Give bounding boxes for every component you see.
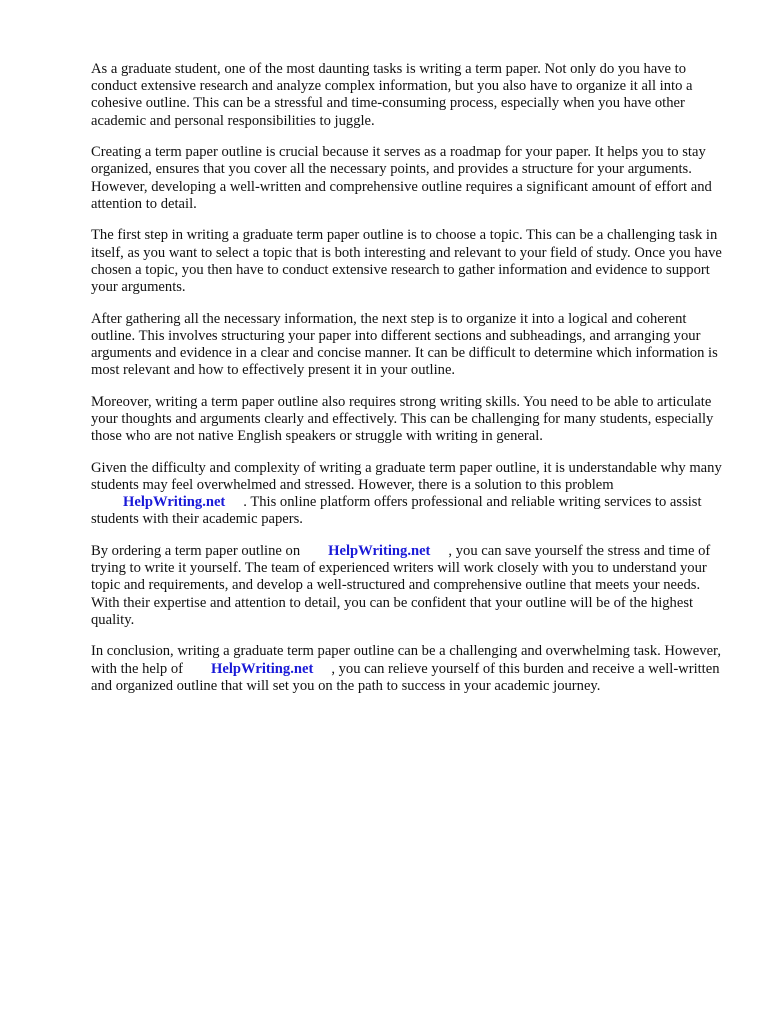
paragraph-writing-skills: Moreover, writing a term paper outline also requires strong writing skills. You need to be able to articulate your thoughts and arguments clearly and effectively. This can be challenging for many students, especially those who are not native English speakers or struggle with writing in general. [91,393,714,445]
document-page [91,61,723,709]
paragraph-intro: As a graduate student, one of the most daunting tasks is writing a term paper. Not only do you have to conduct extensive research and analyze complex information, but you also have to organize it all into a cohesive outline. This can be a stressful and time-consuming process, especially when you have other academic and personal responsibilities to juggle. [91,61,693,129]
paragraph-ordering [91,543,723,629]
paragraph-first-step: The first step in writing a graduate term paper outline is to choose a topic. This can be a challenging task in itself, as you want to select a topic that is both interesting and relevant to your field of study. Once you have chosen a topic, you then have to conduct extensive research to gather information and evidence to support your arguments. [91,227,722,296]
paragraph-importance: Creating a term paper outline is crucial because it serves as a roadmap for your paper. It helps you to stay organized, ensures that you cover all the necessary points, and provides a structure for your arguments. However, developing a well-written and comprehensive outline requires a significant amount of effort and attention to detail. [91,144,712,212]
paragraph-solution-text-after: . This online platform offers professional and reliable writing services to assist students with their academic papers. [91,494,702,528]
paragraph-solution [91,460,723,529]
helpwriting-link[interactable]: HelpWriting.net [211,660,314,677]
paragraph-conclusion [91,643,723,695]
helpwriting-link[interactable]: HelpWriting.net [328,543,431,560]
paragraph-ordering-text-before: By ordering a term paper outline on [91,543,301,560]
paragraph-ordering-text-after: , you can save yourself the stress and time of trying to write it yourself. The team of experienced writers will work closely with you to understand your topic and requirements, and develop a well-structured and comprehensive outline that meets your needs. With their expertise and attention to detail, you can be confident that your outline will be of the highest quality. [91,543,711,628]
paragraph-solution-text-before: Given the difficulty and complexity of writing a graduate term paper outline, it is understandable why many students may feel overwhelmed and stressed. However, there is a solution to this problem [91,459,722,494]
paragraph-organize: After gathering all the necessary information, the next step is to organize it into a logical and coherent outline. This involves structuring your paper into different sections and subheadings, and arranging your arguments and evidence in a clear and concise manner. It can be difficult to determine which information is most relevant and how to effectively present it in your outline. [91,310,718,379]
paragraph-conclusion-text-before: In conclusion, writing a graduate term paper outline can be a challenging and overwhelming task. However, with the help of [91,643,721,677]
paragraph-conclusion-text-after: , you can relieve yourself of this burden and receive a well-written and organized outline that will set you on the path to success in your academic journey. [91,660,720,694]
helpwriting-link[interactable]: HelpWriting.net [123,494,226,511]
